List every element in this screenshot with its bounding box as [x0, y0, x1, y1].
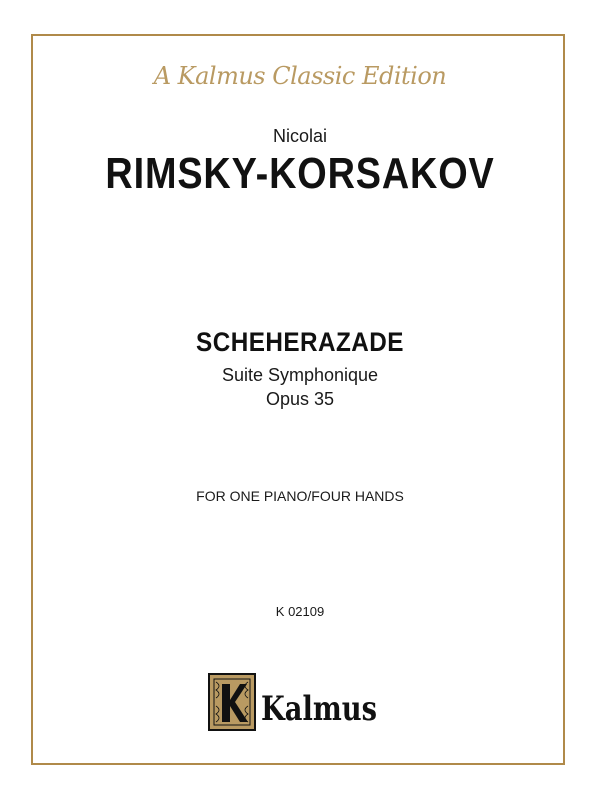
kalmus-logo	[207, 672, 393, 732]
work-subtitle: Suite Symphonique	[221, 365, 379, 385]
composer-last-name: RIMSKY-KORSAKOV	[105, 149, 495, 198]
arrangement: FOR ONE PIANO/FOUR HANDS	[196, 488, 404, 504]
opus-number: Opus 35	[265, 389, 335, 409]
work-title: SCHEHERAZADE	[196, 327, 404, 357]
composer-first-name: Nicolai	[272, 126, 328, 146]
catalog-number: K 02109	[275, 604, 325, 619]
series-name: A Kalmus Classic Edition	[153, 62, 447, 90]
logo-wordmark: Kalmus	[261, 689, 377, 729]
